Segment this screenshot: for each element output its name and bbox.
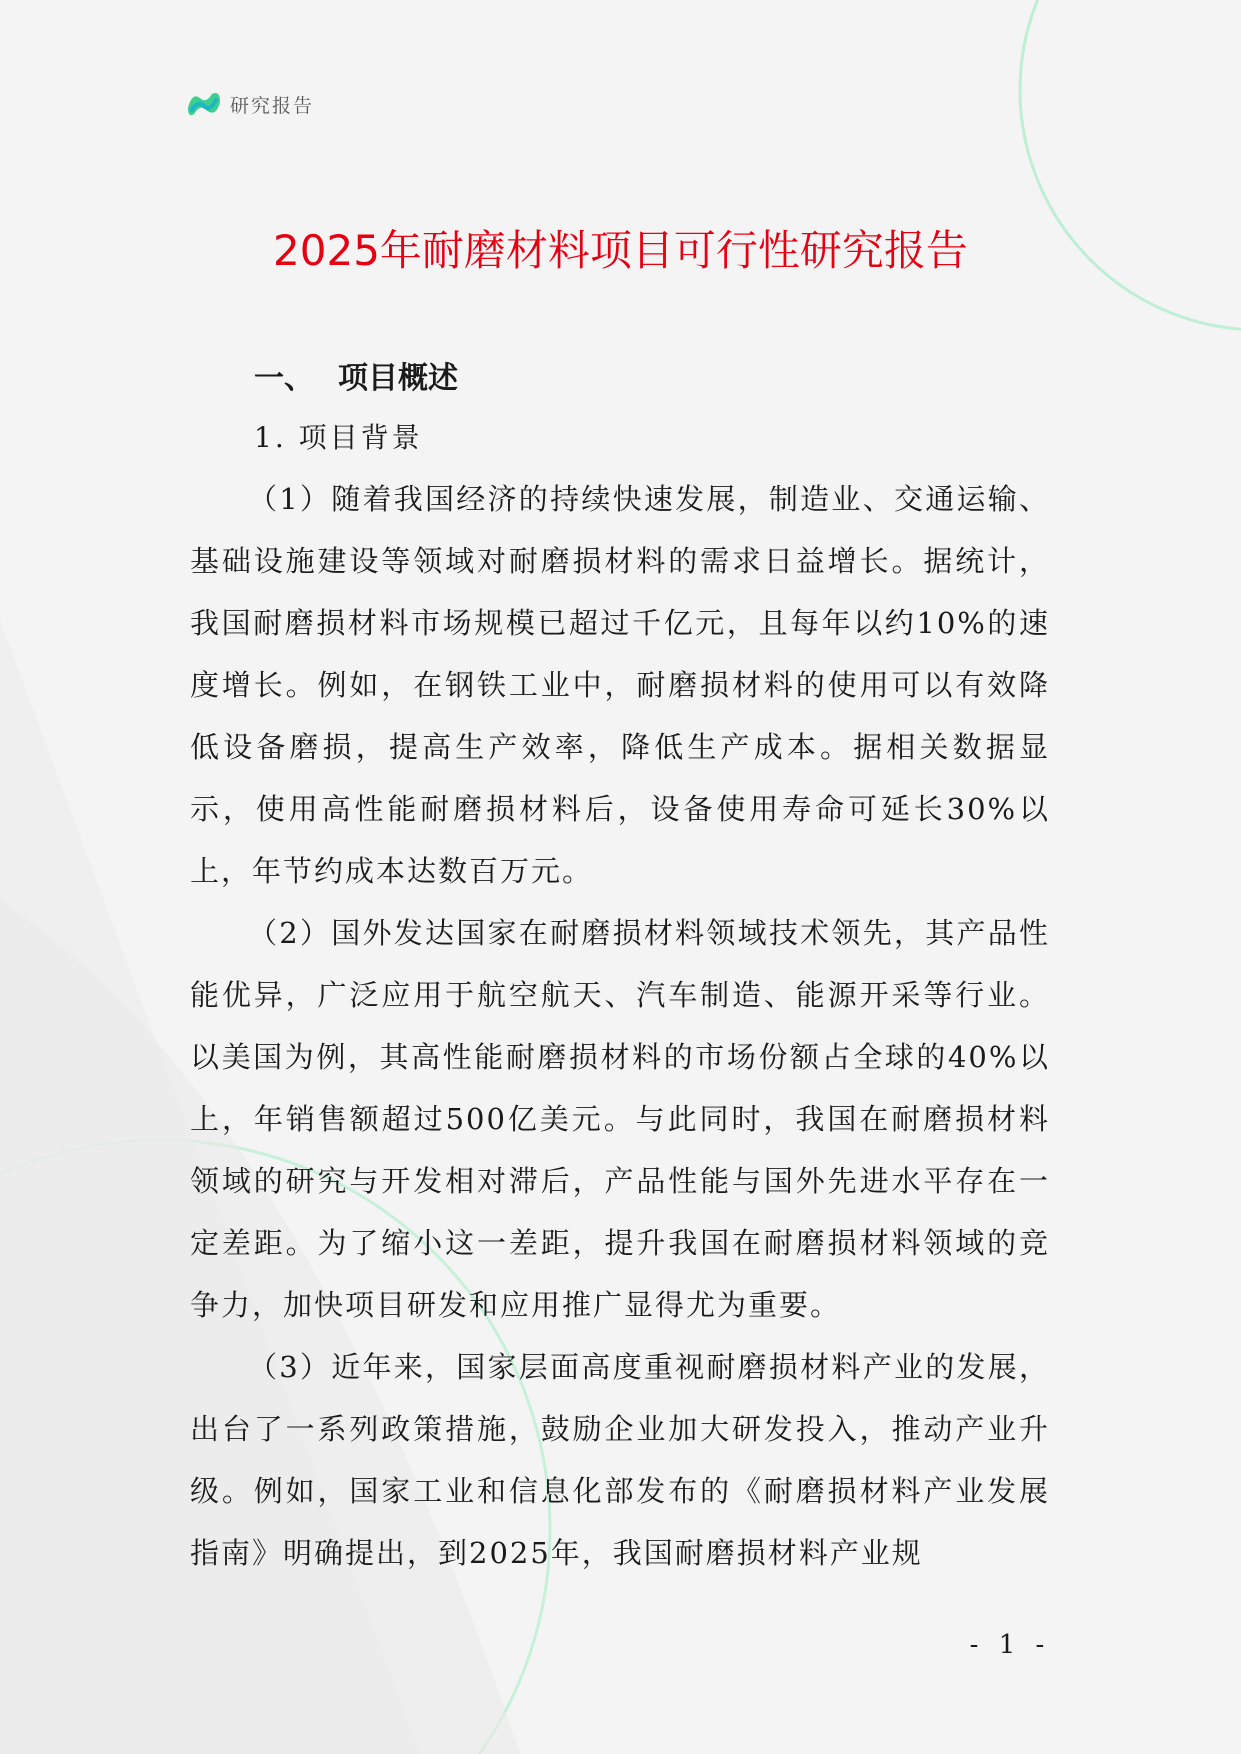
- paragraph-3: （3）近年来，国家层面高度重视耐磨损材料产业的发展，出台了一系列政策措施，鼓励企业加大研发投入，推动产业升级。例如，国家工业和信息化部发布的《耐磨损材料产业发展指南》明确提出，到2025年，我国耐磨损材料产业规: [190, 1350, 1050, 1570]
- page-number: - 1 -: [969, 1630, 1051, 1660]
- paragraph-1: （1）随着我国经济的持续快速发展，制造业、交通运输、基础设施建设等领域对耐磨损材料的需求日益增长。据统计，我国耐磨损材料市场规模已超过千亿元，且每年以约10%的速度增长。例如，在钢铁工业中，耐磨损材料的使用可以有效降低设备磨损，提高生产效率，降低生产成本。据相关数据显示，使用高性能耐磨损材料后，设备使用寿命可延长30%以上，年节约成本达数百万元。: [190, 482, 1050, 888]
- section-title: 项目概述: [338, 361, 458, 396]
- paragraph-2: （2）国外发达国家在耐磨损材料领域技术领先，其产品性能优异，广泛应用于航空航天、汽车制造、能源开采等行业。以美国为例，其高性能耐磨损材料的市场份额占全球的40%以上，年销售额超过500亿美元。与此同时，我国在耐磨损材料领域的研究与开发相对滞后，产品性能与国外先进水平存在一定差距。为了缩小这一差距，提升我国在耐磨损材料领域的竞争力，加快项目研发和应用推广显得尤为重要。: [190, 916, 1050, 1322]
- decor-circle-top: [1020, 0, 1241, 330]
- document-body: [190, 350, 1050, 1584]
- brand-text: 研究报告: [230, 94, 315, 117]
- section-heading: [254, 350, 1050, 408]
- document-title: 2025年耐磨材料项目可行性研究报告: [273, 226, 968, 275]
- header-brand: [186, 88, 314, 120]
- section-number: 一、: [254, 361, 314, 396]
- subsection-heading: 1. 项目背景: [254, 421, 423, 454]
- brand-logo-icon: [186, 88, 222, 120]
